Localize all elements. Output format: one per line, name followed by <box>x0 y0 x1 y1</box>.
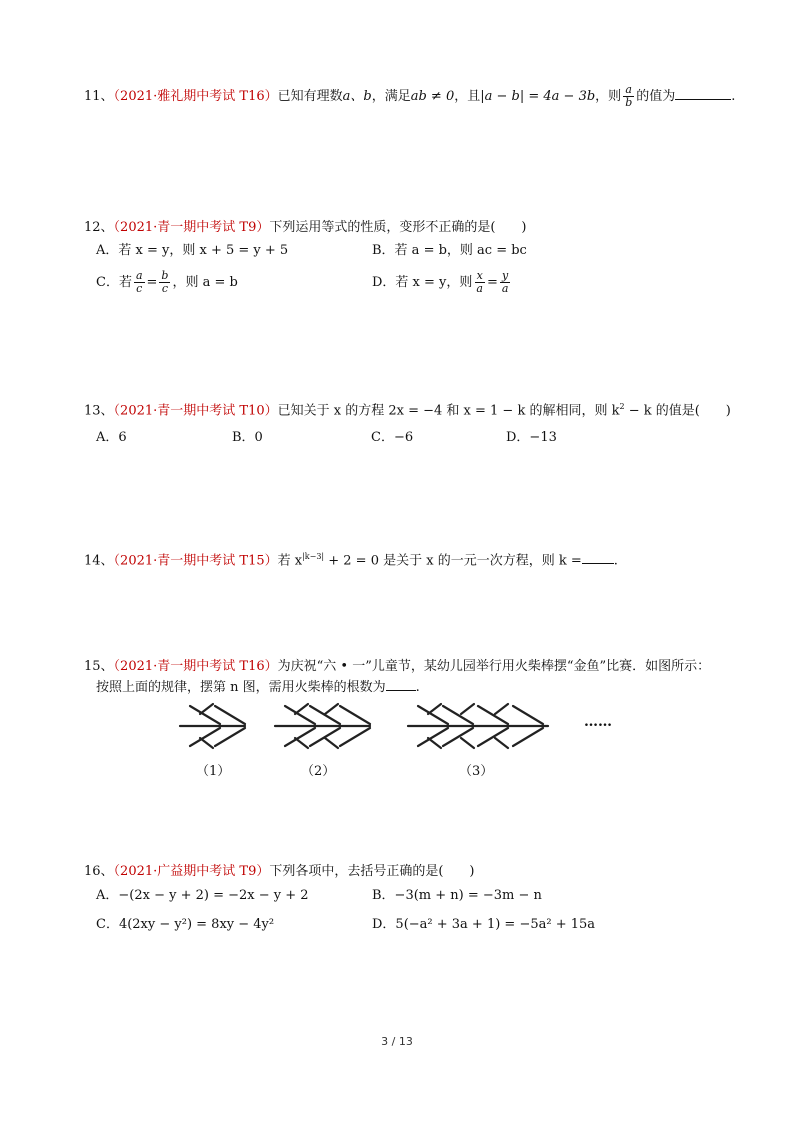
option-a[interactable]: A．−(2x − y + 2) = −2x − y + 2 <box>96 888 309 903</box>
question-source: （2021·雅礼期中考试 T16） <box>113 89 278 104</box>
option-d[interactable]: D．若 x = y，则 $\frac{x}{a}$ = $\frac{y}{a}$ <box>372 269 509 295</box>
question-stem: 若 x <box>277 553 303 569</box>
fish-figure-2 <box>275 704 370 748</box>
option-d[interactable]: D．5(−a² + 3a + 1) = −5a² + 15a <box>372 917 596 932</box>
question-13 <box>84 397 731 421</box>
figure-ellipsis: …… <box>584 714 612 730</box>
option-b[interactable]: B．0 <box>232 430 263 445</box>
question-number: 12、 <box>84 220 114 235</box>
option-b[interactable]: B．若 a = b，则 ac = bc <box>372 243 527 258</box>
question-stem: − k 的值是( ) <box>624 403 731 419</box>
math-expression: a、b <box>342 89 372 104</box>
fraction: $\frac{x}{a}$ <box>476 269 483 295</box>
question-15-line-2 <box>96 678 420 698</box>
question-number: 16、 <box>84 864 114 879</box>
question-source: （2021·青一期中考试 T16） <box>113 659 278 674</box>
question-number: 14、 <box>84 553 114 569</box>
question-text: 按照上面的规律，摆第 n 图，需用火柴棒的根数为 <box>96 680 386 695</box>
fraction: $\frac{y}{a}$ <box>501 269 509 295</box>
option-a[interactable]: A．若 x = y，则 x + 5 = y + 5 <box>96 243 289 258</box>
question-stem: 为庆祝“六 • 一”儿童节，某幼儿园举行用火柴棒摆“金鱼”比赛．如图所示： <box>277 659 711 674</box>
option-d[interactable]: D．−13 <box>506 430 557 445</box>
question-source: （2021·青一期中考试 T9） <box>113 220 270 235</box>
option-c[interactable]: C．−6 <box>371 430 414 445</box>
question-stem: 已知关于 x 的方程 2x = −4 和 x = 1 − k 的解相同，则 k <box>277 403 620 419</box>
figure-label-1: （1） <box>196 764 231 779</box>
option-b[interactable]: B．−3(m + n) = −3m − n <box>372 888 542 903</box>
question-text: 的值为 <box>636 89 676 104</box>
question-text: 已知有理数 <box>277 89 343 104</box>
superscript: 2 <box>619 402 625 411</box>
question-11 <box>84 84 735 109</box>
question-text: . <box>613 553 618 569</box>
figure-label-2: （2） <box>301 764 336 779</box>
question-stem: 下列运用等式的性质，变形不正确的是( ) <box>269 220 527 235</box>
fish-figure-1 <box>180 704 245 748</box>
question-12 <box>84 218 527 238</box>
question-16 <box>84 862 475 882</box>
fraction: $\frac{a}{b}$ <box>625 83 633 109</box>
question-15 <box>84 657 710 677</box>
question-text: ，则 <box>595 89 622 104</box>
question-number: 11、 <box>84 89 114 104</box>
answer-blank[interactable] <box>386 678 416 691</box>
question-source: （2021·青一期中考试 T10） <box>113 403 278 419</box>
superscript: |k−3| <box>302 552 325 561</box>
question-number: 13、 <box>84 403 114 419</box>
math-expression: |a − b| = 4a − 3b <box>480 89 596 104</box>
question-stem: + 2 = 0 是关于 x 的一元一次方程，则 k = <box>324 553 582 569</box>
fraction: $\frac{b}{c}$ <box>161 269 169 295</box>
option-c[interactable]: C．若 $\frac{a}{c}$ = $\frac{b}{c}$ ，则 a = b <box>96 269 238 295</box>
fish-figure-3 <box>408 704 548 748</box>
question-source: （2021·青一期中考试 T15） <box>113 553 278 569</box>
option-c[interactable]: C．4(2xy − y²) = 8xy − 4y² <box>96 917 275 932</box>
matchstick-fish-figure <box>175 700 620 758</box>
answer-blank[interactable] <box>675 87 731 100</box>
question-text: . <box>731 89 736 104</box>
fraction: $\frac{a}{c}$ <box>135 269 143 295</box>
figure-label-3: （3） <box>459 764 494 779</box>
question-text: ，满足 <box>371 89 411 104</box>
math-expression: ab ≠ 0 <box>410 89 455 104</box>
question-stem: 下列各项中，去括号正确的是( ) <box>269 864 475 879</box>
question-text: . <box>415 680 420 695</box>
option-a[interactable]: A．6 <box>96 430 127 445</box>
question-number: 15、 <box>84 659 114 674</box>
question-14 <box>84 547 618 571</box>
question-source: （2021·广益期中考试 T9） <box>113 864 270 879</box>
answer-blank[interactable] <box>582 551 614 564</box>
question-text: ，且 <box>454 89 481 104</box>
page-number: 3 / 13 <box>381 1035 413 1048</box>
